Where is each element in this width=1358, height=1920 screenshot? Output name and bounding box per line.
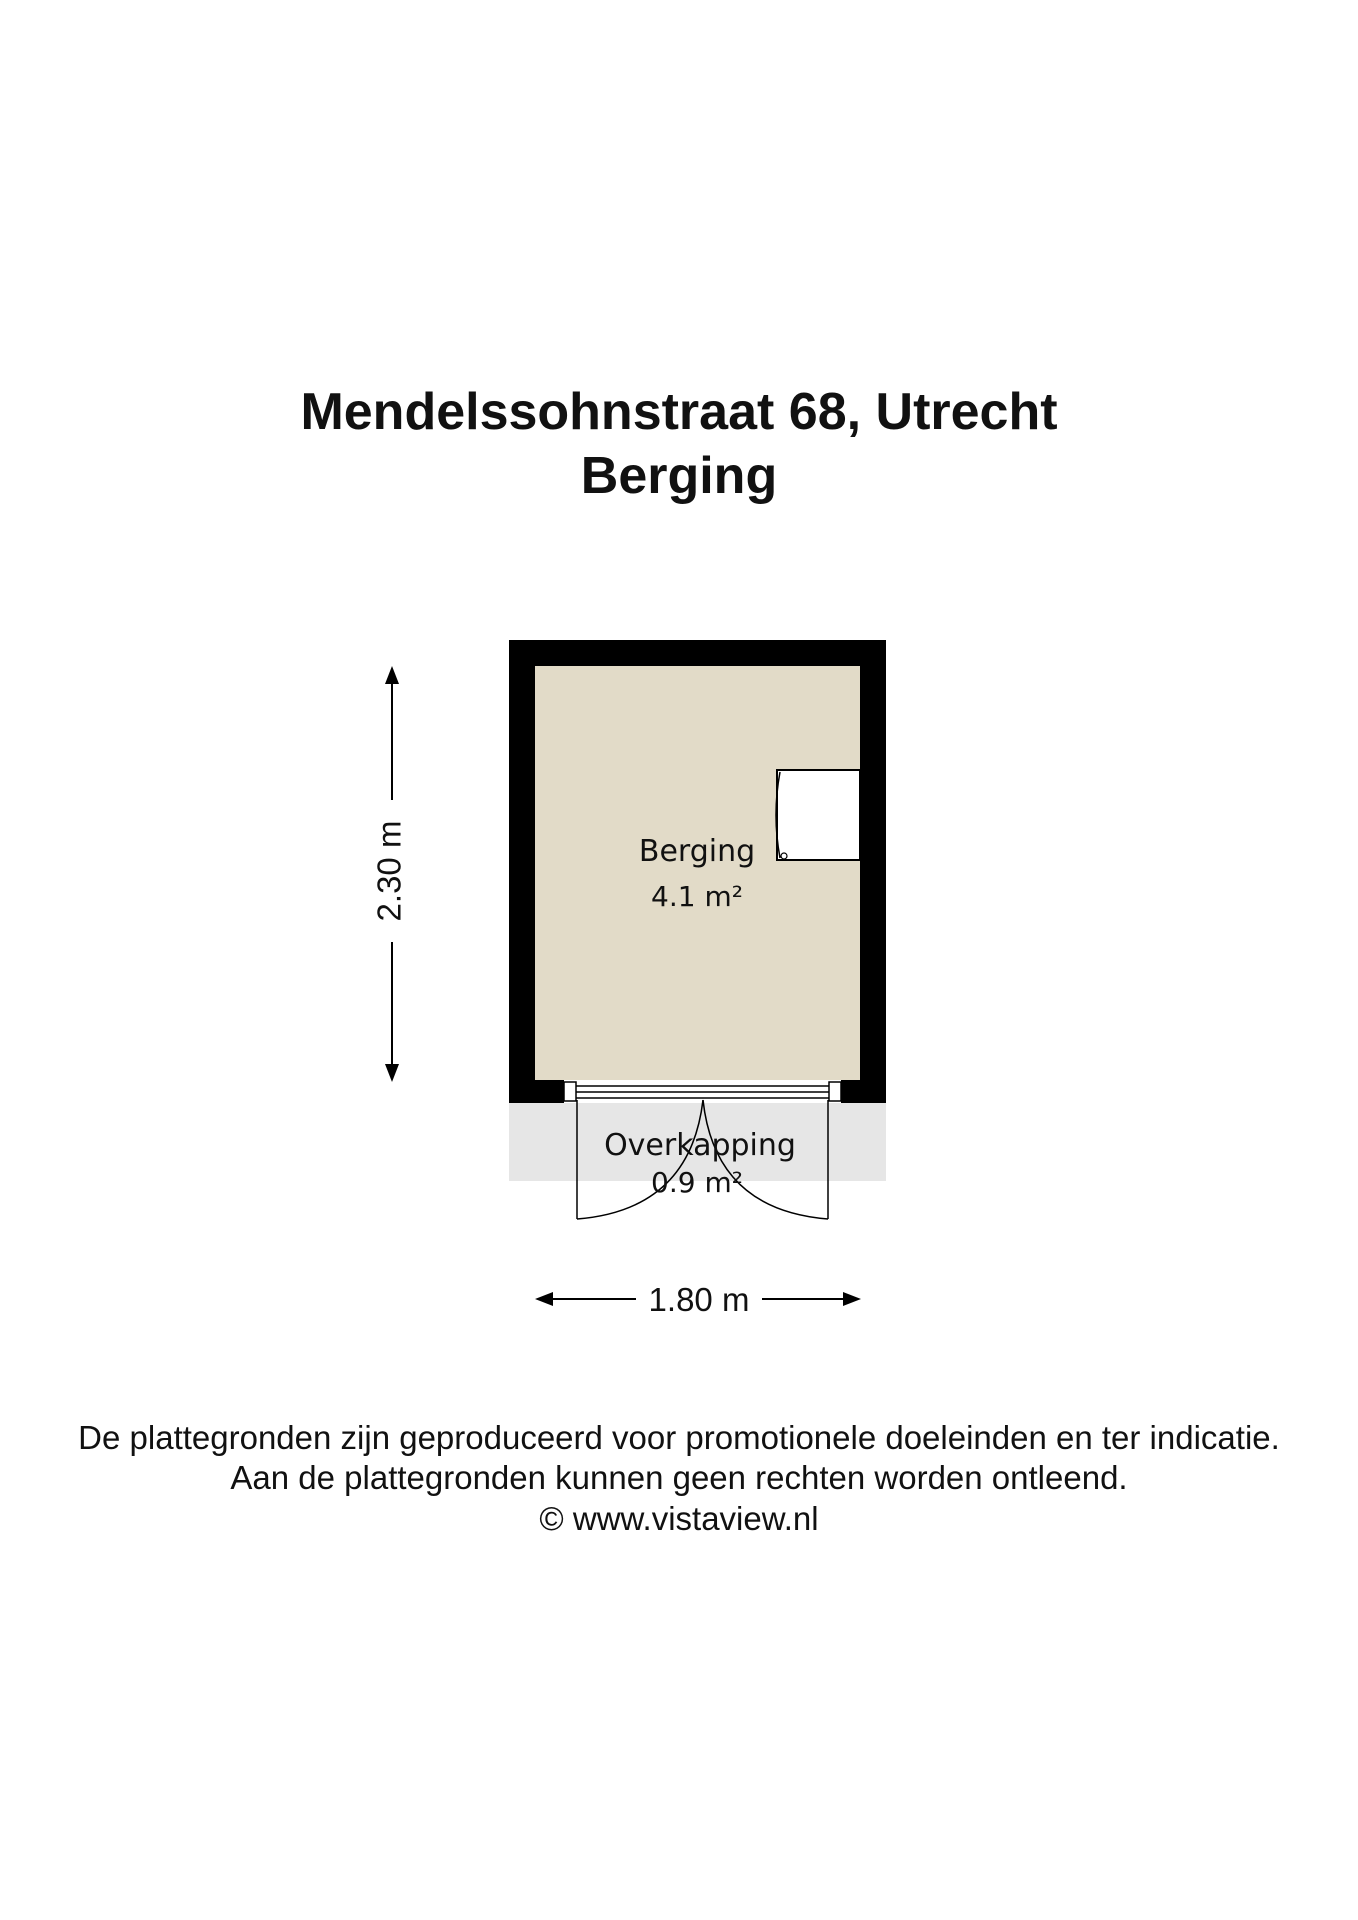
wall-bottom-left (509, 1080, 564, 1103)
disclaimer-line-1: De plattegronden zijn geproduceerd voor promotionele doeleinden en ter indicatie. (78, 1419, 1280, 1456)
wall-left (509, 640, 535, 1103)
dimension-width (535, 1281, 861, 1318)
room-label-overkapping: Overkapping (604, 1128, 796, 1163)
arrow-up-icon (385, 666, 399, 684)
dimension-width-label: 1.80 m (648, 1281, 750, 1318)
door-threshold (564, 1082, 841, 1101)
page-title: Mendelssohnstraat 68, Utrecht (300, 383, 1058, 441)
arrow-right-icon (843, 1292, 861, 1306)
floor-title: Berging (580, 447, 778, 505)
disclaimer-line-2: Aan de plattegronden kunnen geen rechten worden ontleend. (230, 1459, 1128, 1496)
room-label-berging: Berging (638, 834, 756, 869)
copyright-link[interactable]: © www.vistaview.nl (539, 1500, 819, 1537)
washing-machine-icon (776, 770, 860, 860)
dimension-height (371, 666, 408, 1082)
dimension-height-label: 2.30 m (370, 820, 408, 922)
wall-bottom-right (841, 1080, 886, 1103)
room-floor-berging (535, 666, 860, 1080)
room-area-berging: 4.1 m² (651, 880, 743, 913)
arrow-down-icon (385, 1064, 399, 1082)
wall-right (860, 640, 886, 1103)
wall-top (509, 640, 886, 666)
room-area-overkapping: 0.9 m² (651, 1166, 743, 1199)
arrow-left-icon (535, 1292, 553, 1306)
